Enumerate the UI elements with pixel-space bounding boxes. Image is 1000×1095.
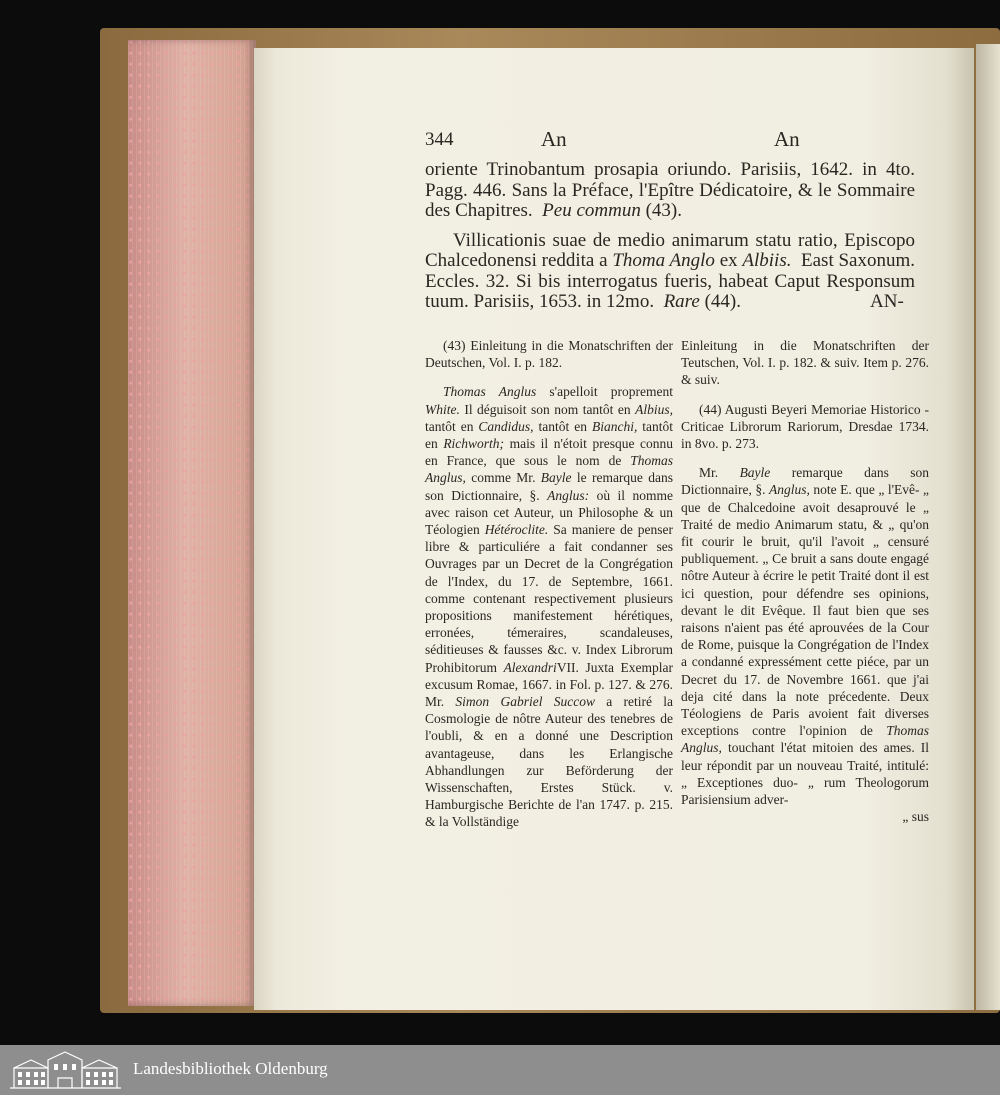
fn-text: le remarque dans son Dictionnaire, §. [425, 470, 674, 503]
entry-1-text: oriente Trinobantum prosapia oriundo. Parisiis, 1642. in 4to. Pagg. 446. Sans la Préface, l'Epître Dédicatoire, & le Sommaire des Chapitres. [425, 159, 915, 221]
fn-text: où il nomme avec raison cet Auteur, un Philosophe & un Téologien [425, 487, 674, 538]
next-page-edge [976, 44, 1000, 1010]
entry-1-rarity: Peu commun [542, 200, 641, 221]
library-name: Landesbibliothek Oldenburg [133, 1059, 328, 1078]
fn-name: Albius, [635, 401, 673, 417]
running-head-left: An [541, 127, 567, 151]
entry-2-albiis: Albiis. [742, 250, 792, 271]
entry-2-note-ref: (44). [704, 291, 741, 312]
entry-2-ex: ex [719, 250, 738, 271]
page-edges [128, 40, 256, 1006]
fn-text: note E. que „ l'Evê- „ que de Chalcedoine avoit desaprouvé le „ Traité de medio Animarum statu, & „ qu'on fit courir le bruit, qu'il l'avoit „ censuré publiquement. „ Ce bruit a sans doute engagé nôtre Auteur à écrire le petit Traité dont il est ici question, pour défendre ses opinions, devant le dit Evêque. Il faut bien que ses raisons n'aient pas été aprouvées de la Cour de Rome, puisque la Congrégation de l'Index a condanné expressément cette piéce, par un Decret du 17. de Novembre 1661. que j'ai deja cité dans la note précedente. Deux Téologiens de Paris avoient fait diverses exceptions contre l'opinion de [681, 482, 929, 739]
page-number: 344 [425, 129, 454, 150]
library-building-icon [8, 1050, 123, 1090]
fn-text: Il déguisoit son nom tantôt en [464, 401, 631, 417]
footnote-column-right [681, 337, 929, 825]
fn-name: Bayle [739, 465, 771, 481]
entry-2 [425, 231, 915, 313]
fn-name: Thomas Anglus [443, 384, 537, 400]
fn-name: Anglus: [547, 487, 590, 503]
entry-2-rarity: Rare [663, 291, 700, 312]
fn-name: Candidus, [478, 418, 534, 434]
footnote-43: (43) Einleitung in die Monatschriften der Deutschen, Vol. I. p. 182. [425, 338, 673, 371]
fn-text: Sa maniere de penser libre & particuliére a fait condanner ses Ouvrages par un Decret de la Congrégation de l'Index, du 17. de Septembre, 1661. comme contenant respectivement plusieurs propositions manifestement hérétiques, erronées, témeraires, scandaleuses, séditieuses & fausses &c. v. Index Librorum Prohibitorum [425, 522, 674, 675]
footnote-44-body [681, 464, 929, 808]
running-head [425, 129, 905, 159]
fn-text: tantôt en [425, 418, 674, 452]
fn-text: s'apelloit proprement [549, 384, 673, 400]
fn-text: remarque dans son Dictionnaire, §. [681, 465, 930, 498]
fn-name: Hétéroclite. [484, 522, 549, 538]
footnote-43-continued: Einleitung in die Monatschriften der Teutschen, Vol. I. p. 182. & suiv. Item p. 276. & suiv. [681, 338, 929, 388]
entry-1 [425, 160, 915, 222]
fn-text: a retiré la Cosmologie de nôtre Auteur des tenebres de l'oubli, & en a donné une Description avantageuse, dans les Erlangische Abhandlungen zur Beförderung der Wissenschaften, Erstes Stück. v. Hamburgische Berichte de l'an 1747. p. 215. & la Vollständige [425, 694, 674, 830]
fn-name: Bianchi, [591, 418, 638, 434]
entry-2-author: Thoma Anglo [612, 250, 715, 271]
fn-name: Thomas Anglus, [681, 723, 930, 756]
fn-text: comme Mr. [471, 470, 536, 486]
fn-text: tantôt en [425, 418, 474, 434]
footnote-43-body [425, 383, 673, 830]
fn-text: Mr. [699, 465, 719, 481]
footnote-catchword: „ sus [902, 809, 929, 825]
fn-text: mais il n'étoit presque connu en France, que sous le nom de [425, 436, 674, 469]
main-text [425, 160, 915, 313]
entry-1-note-ref: (43). [645, 200, 682, 221]
fn-text: tantôt en [538, 418, 587, 434]
footnote-44: (44) Augusti Beyeri Memoriae Historico - Criticae Librorum Rariorum, Dresdae 1734. in 8vo. p. 273. [681, 401, 929, 452]
fn-text: VII. Juxta Exemplar excusum Romae, 1667. in Fol. p. 127. & 276. Mr. [425, 659, 673, 710]
footnote-column-left [425, 337, 673, 831]
fn-text: touchant l'état mitoien des ames. Il leur répondit par un nouveau Traité, intitulé: „ Exceptiones duo- „ rum Theologorum Parisiensium adver- [681, 740, 929, 808]
fn-name: Richworth; [443, 436, 505, 452]
fn-name: Thomas Anglus, [425, 453, 673, 486]
fn-name: Alexandri [503, 659, 557, 675]
entry-2-title: Villicationis suae de medio animarum statu ratio, Episcopo Chalcedonensi reddita a [425, 229, 915, 271]
running-head-right: An [774, 127, 800, 151]
fn-name: Anglus, [769, 482, 810, 498]
catchword: AN- [870, 291, 904, 312]
fn-name: Simon Gabriel Succow [455, 694, 595, 710]
entry-2-imprint: East Saxonum. Eccles. 32. Si bis interrogatus fueris, habeat Caput Responsum tuum. Parisiis, 1653. in 12mo. [425, 250, 916, 312]
library-footer [0, 1045, 1000, 1095]
fn-name: White. [425, 401, 460, 417]
fn-name: Bayle [540, 470, 572, 486]
